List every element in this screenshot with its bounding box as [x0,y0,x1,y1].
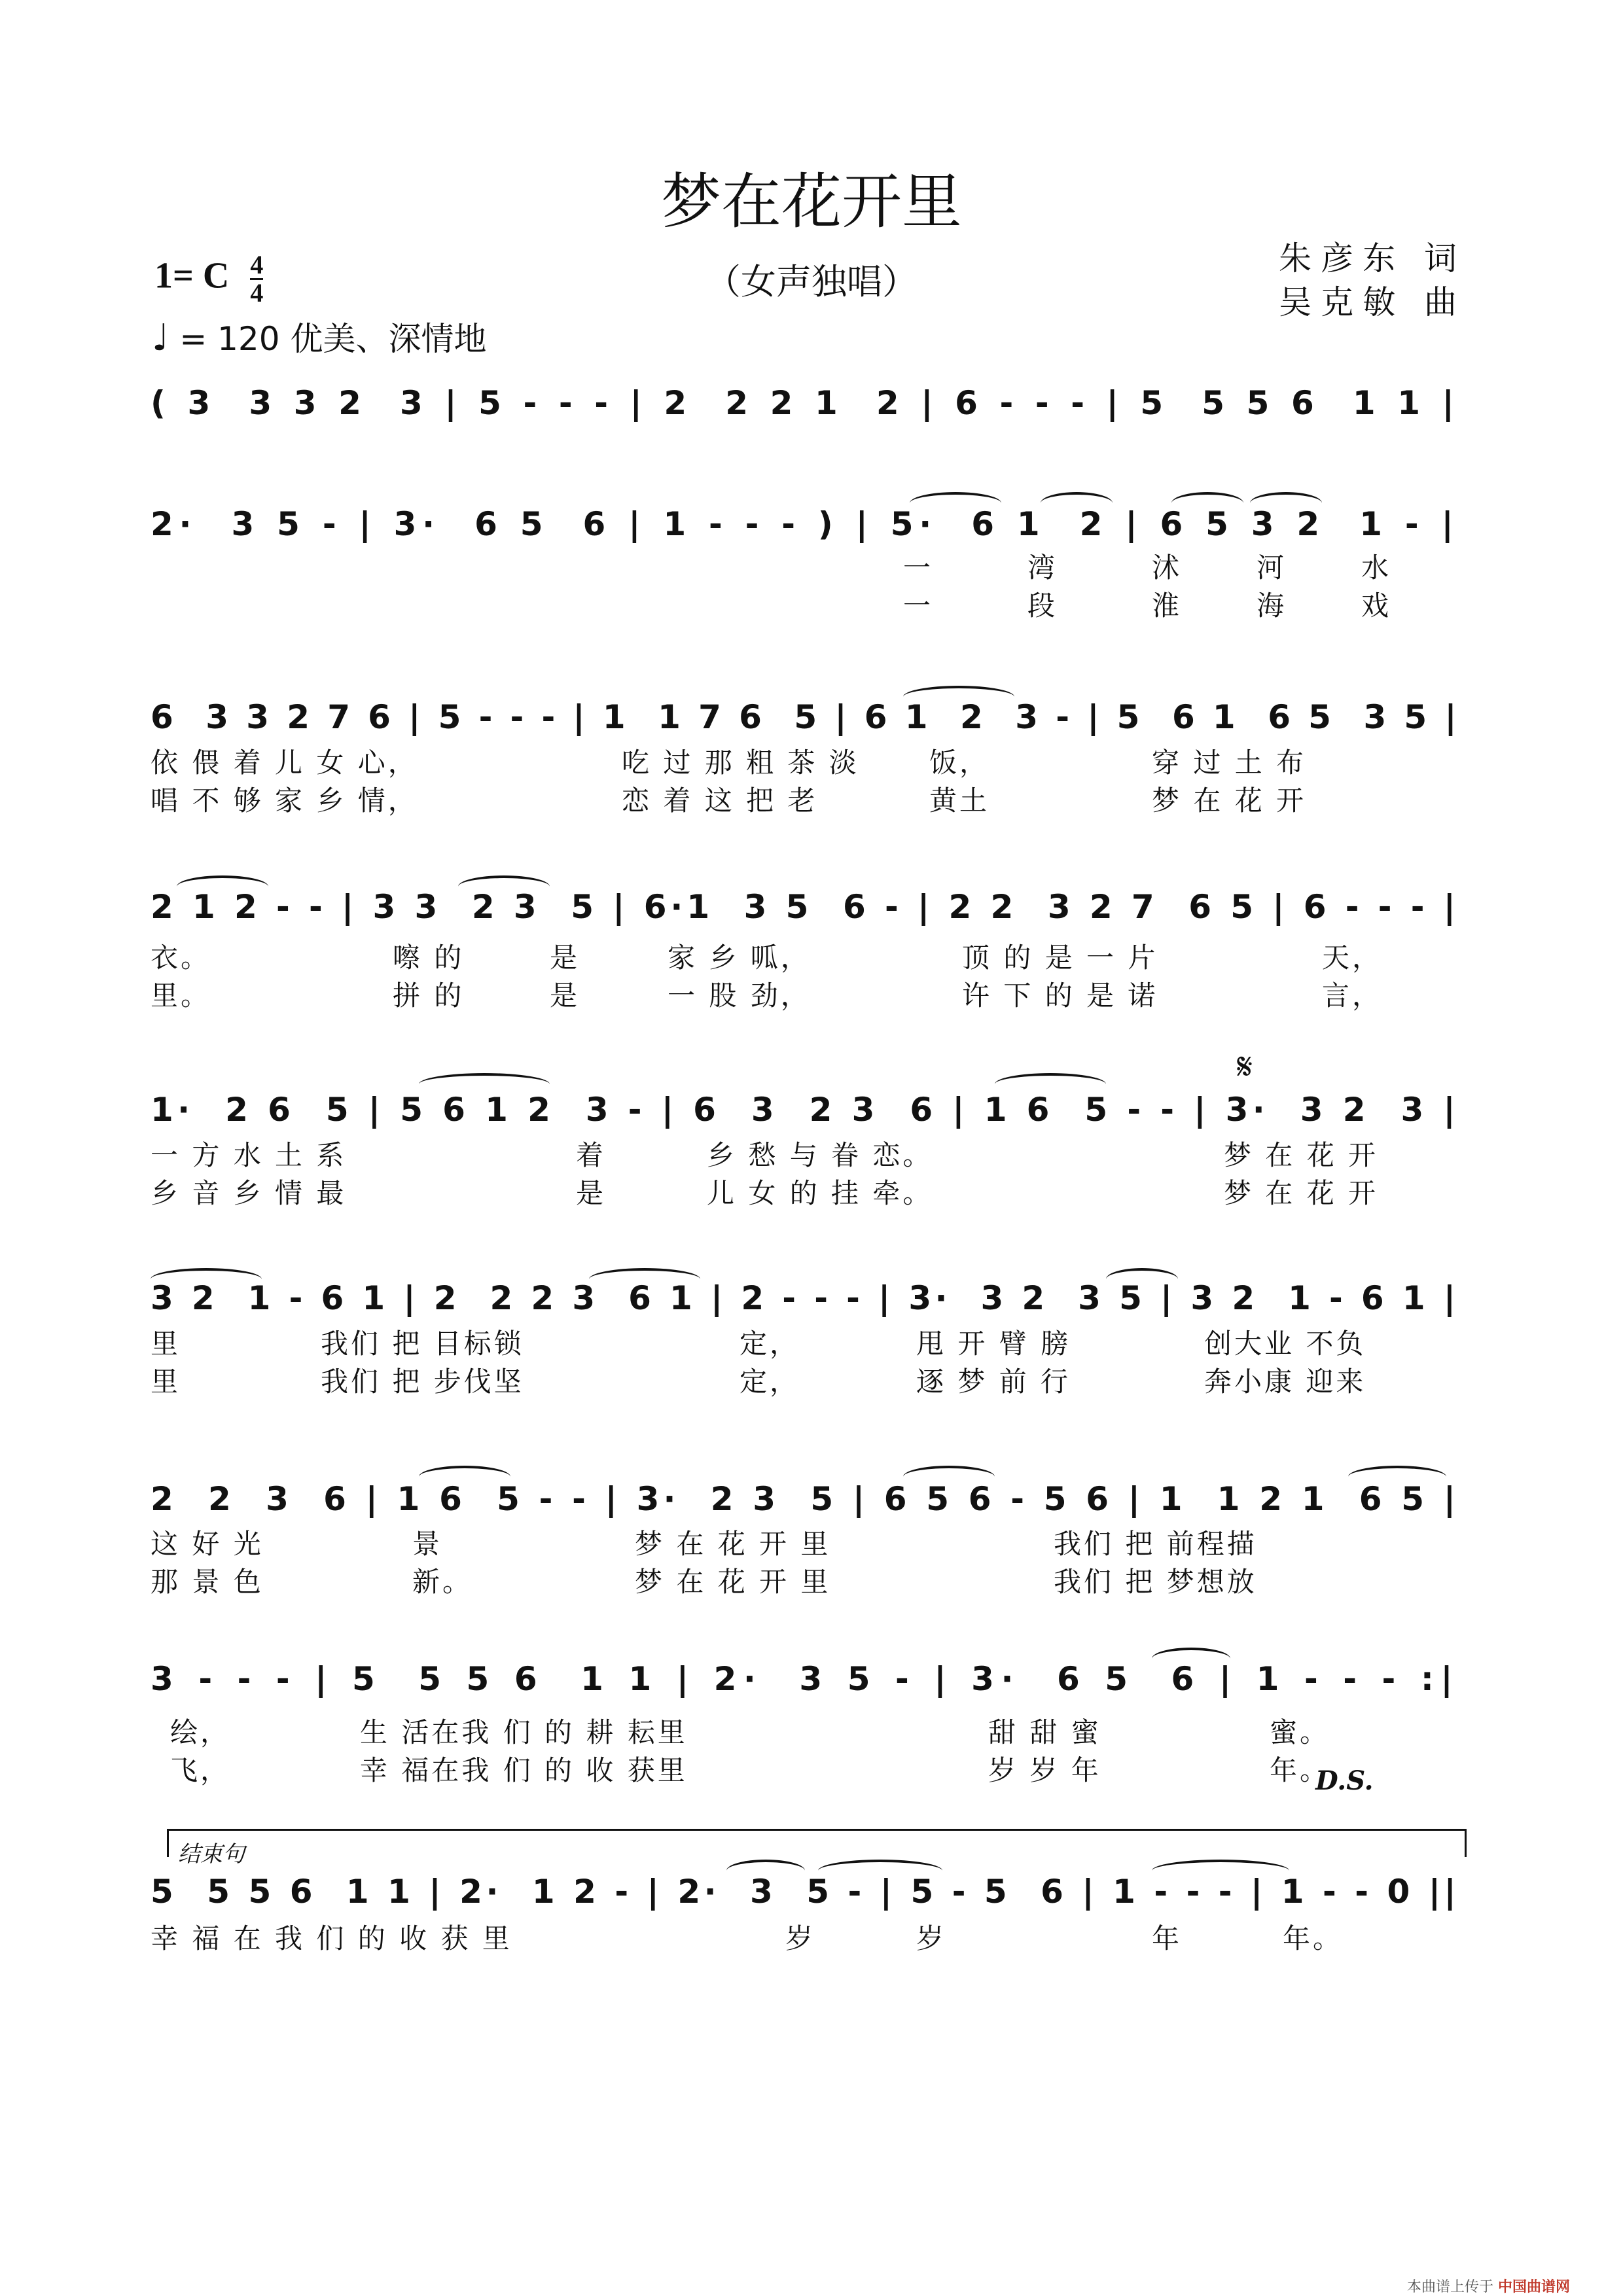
staff-3 [151,687,1472,747]
lyric: 生 活在我 们 的 耕 耘里 [360,1716,688,1748]
song-subtitle: （女声独唱） [705,261,918,302]
lyrics-row [151,1137,1472,1174]
lyric: 我们 把 前程描 [1054,1528,1257,1560]
lyric: 着 [576,1139,607,1171]
lyric: 奔小康 迎来 [1204,1366,1366,1398]
slur [903,686,1014,708]
lyric: 穿 过 土 布 [1152,747,1307,779]
lyric: 我们 把 目标锁 [321,1328,524,1360]
segno-icon: 𝄋 [1237,1046,1253,1088]
lyric: 黄土 [929,785,990,817]
staff-notes: 3 2 1 - 6 1 | 2 2 2 3 6 1 | 2 - - - | 3· 3 2 3 5 | 3 2 1 - 6 1 | [151,1279,1459,1317]
lyric: 段 [1027,590,1058,622]
lyric: 吃 过 那 粗 茶 淡 [622,747,859,779]
lyric: 恋 着 这 把 老 [622,785,818,817]
lyric: 家 乡 呱， [668,942,811,974]
watermark-text: 本曲谱上传于 [1407,2279,1494,2295]
lyric: 幸 福 在 我 们 的 收 获 里 [151,1922,512,1954]
ending-label: 结束句 [178,1841,245,1867]
lyric: 是 [550,942,580,974]
lyric: 岁 岁 年 [988,1754,1101,1786]
staff-5 [151,1080,1472,1140]
lyric: 水 [1361,552,1392,584]
slur [458,875,550,898]
lyric: 河 [1257,552,1287,584]
lyrics-row [151,550,1472,586]
lyric: 衣。 [151,942,211,974]
lyric: 一 [903,590,934,622]
lyric: 岁 [916,1922,947,1954]
lyric: 梦 在 花 开 里 [635,1528,831,1560]
lyric: 梦 在 花 开 [1224,1177,1379,1209]
lyric: 逐 梦 前 行 [916,1366,1071,1398]
lyric: 年 [1152,1922,1183,1954]
lyrics-row [151,1920,1472,1957]
time-bottom: 4 [250,278,264,308]
lyric: 一 方 水 土 系 [151,1139,347,1171]
lyric: 定， [740,1328,800,1360]
slur [903,1466,995,1488]
lyric: 甩 开 臂 膀 [916,1328,1071,1360]
composer-credit: 吴克敏 曲 [1279,283,1466,321]
slur [419,1466,510,1488]
tempo-text: = 120 优美、深情地 [179,320,487,358]
lyric: 我们 把 梦想放 [1054,1566,1257,1598]
lyric: 嚓 的 [393,942,465,974]
lyricist-credit: 朱彦东 词 [1279,239,1466,277]
slur [995,1073,1106,1095]
lyric: 儿 女 的 挂 牵。 [707,1177,933,1209]
lyrics-row [151,1752,1472,1789]
lyrics-row [151,1714,1472,1751]
staff-notes: 2 1 2 - - | 3 3 2 3 5 | 6·1 3 5 6 - | 2 2 3 2 7 6 5 | 6 - - - | [151,888,1459,926]
slur [1348,1466,1446,1488]
lyrics-row [151,940,1472,976]
lyric: 沭 [1152,552,1183,584]
lyric: 乡 音 乡 情 最 [151,1177,347,1209]
lyric: 飞， [170,1754,231,1786]
lyric: 唱 不 够 家 乡 情， [151,785,418,817]
lyric: 岁 [785,1922,816,1954]
lyric: 淮 [1152,590,1183,622]
lyric: 绘， [170,1716,231,1748]
slur [151,1268,262,1290]
lyric: 里 [151,1328,181,1360]
staff-1 [151,373,1472,433]
lyric: 创大业 不负 [1204,1328,1366,1360]
tempo-marking [152,313,486,360]
lyrics-row [151,978,1472,1014]
lyric: 梦 在 花 开 [1152,785,1307,817]
lyric: 这 好 光 [151,1528,264,1560]
song-title: 梦在花开里 [660,167,962,237]
lyric: 里。 [151,980,211,1012]
lyrics-row [151,1326,1472,1362]
lyric: 甜 甜 蜜 [988,1716,1101,1748]
time-signature [250,252,263,306]
slur [419,1073,550,1095]
slur [726,1860,805,1882]
lyric: 一 [903,552,934,584]
time-top: 4 [250,250,264,279]
lyric: 蜜。 [1270,1716,1330,1748]
lyrics-row [151,1364,1472,1400]
slur [910,492,1001,514]
lyrics-row [151,1175,1472,1212]
lyric: 戏 [1361,590,1392,622]
lyric: 饭， [929,747,990,779]
lyric: 天， [1322,942,1383,974]
dal-segno-marking: D.S. [1315,1765,1374,1796]
lyric: 依 偎 着 儿 女 心， [151,747,418,779]
slur [1106,1268,1178,1290]
lyric: 景 [412,1528,443,1560]
key-label: 1= C [154,255,230,296]
staff-notes: 3 - - - | 5 5 5 6 1 1 | 2· 3 5 - | 3· 6 5 6 | 1 - - - :| [151,1660,1460,1698]
lyric: 拼 的 [393,980,465,1012]
lyrics-row [151,745,1472,781]
slur [1171,492,1243,514]
lyric: 幸 福在我 们 的 收 获里 [360,1754,688,1786]
lyrics-row [151,1526,1472,1563]
staff-notes: 1· 2 6 5 | 5 6 1 2 3 - | 6 3 2 3 6 | 1 6 5 - - | 3· 3 2 3 | [151,1091,1460,1129]
staff-notes: 5 5 5 6 1 1 | 2· 1 2 - | 2· 3 5 - | 5 - 5 6 | 1 - - - | 1 - - 0 || [151,1873,1460,1911]
lyric: 是 [550,980,580,1012]
lyric: 定， [740,1366,800,1398]
lyrics-row [151,588,1472,624]
lyric: 里 [151,1366,181,1398]
lyric: 海 [1257,590,1287,622]
lyric: 湾 [1027,552,1058,584]
lyric: 新。 [412,1566,473,1598]
staff-7 [151,1469,1472,1529]
slur [1152,1648,1230,1670]
lyrics-row [151,783,1472,819]
lyric: 言， [1322,980,1383,1012]
slur [1250,492,1322,514]
lyrics-row [151,1564,1472,1600]
staff-notes: 6 3 3 2 7 6 | 5 - - - | 1 1 7 6 5 | 6 1 2 3 - | 5 6 1 6 5 3 5 | [151,698,1460,736]
staff-notes: 2· 3 5 - | 3· 6 5 6 | 1 - - - ) | 5· 6 1 2 | 6 5 3 2 1 - | [151,505,1459,543]
staff-8 [151,1649,1472,1709]
slur [818,1860,942,1882]
lyric: 顶 的 是 一 片 [962,942,1158,974]
lyric: 乡 愁 与 眷 恋。 [707,1139,933,1171]
lyric: 年。 [1283,1922,1344,1954]
slur [1152,1860,1289,1882]
staff-notes: ( 3 3 3 2 3 | 5 - - - | 2 2 2 1 2 | 6 - - - | 5 5 5 6 1 1 | [151,384,1459,422]
lyric: 我们 把 步伐坚 [321,1366,524,1398]
staff-notes: 2 2 3 6 | 1 6 5 - - | 3· 2 3 5 | 6 5 6 - 5 6 | 1 1 2 1 6 5 | [151,1480,1460,1518]
watermark-brand: 中国曲谱网 [1498,2279,1571,2295]
quarter-note-icon: ♩ [152,317,169,359]
lyric: 梦 在 花 开 [1224,1139,1379,1171]
lyric: 一 股 劲， [668,980,811,1012]
staff-6 [151,1268,1472,1328]
watermark [1407,2276,1570,2296]
lyric: 是 [576,1177,607,1209]
ending-bracket [167,1829,1467,1857]
key-signature [154,252,263,306]
staff-4 [151,877,1472,937]
lyric: 那 景 色 [151,1566,264,1598]
slur [589,1268,700,1290]
lyric: 梦 在 花 开 里 [635,1566,831,1598]
slur [1041,492,1113,514]
lyric: 年。 [1270,1754,1330,1786]
lyric: 许 下 的 是 诺 [962,980,1158,1012]
slur [177,875,268,898]
